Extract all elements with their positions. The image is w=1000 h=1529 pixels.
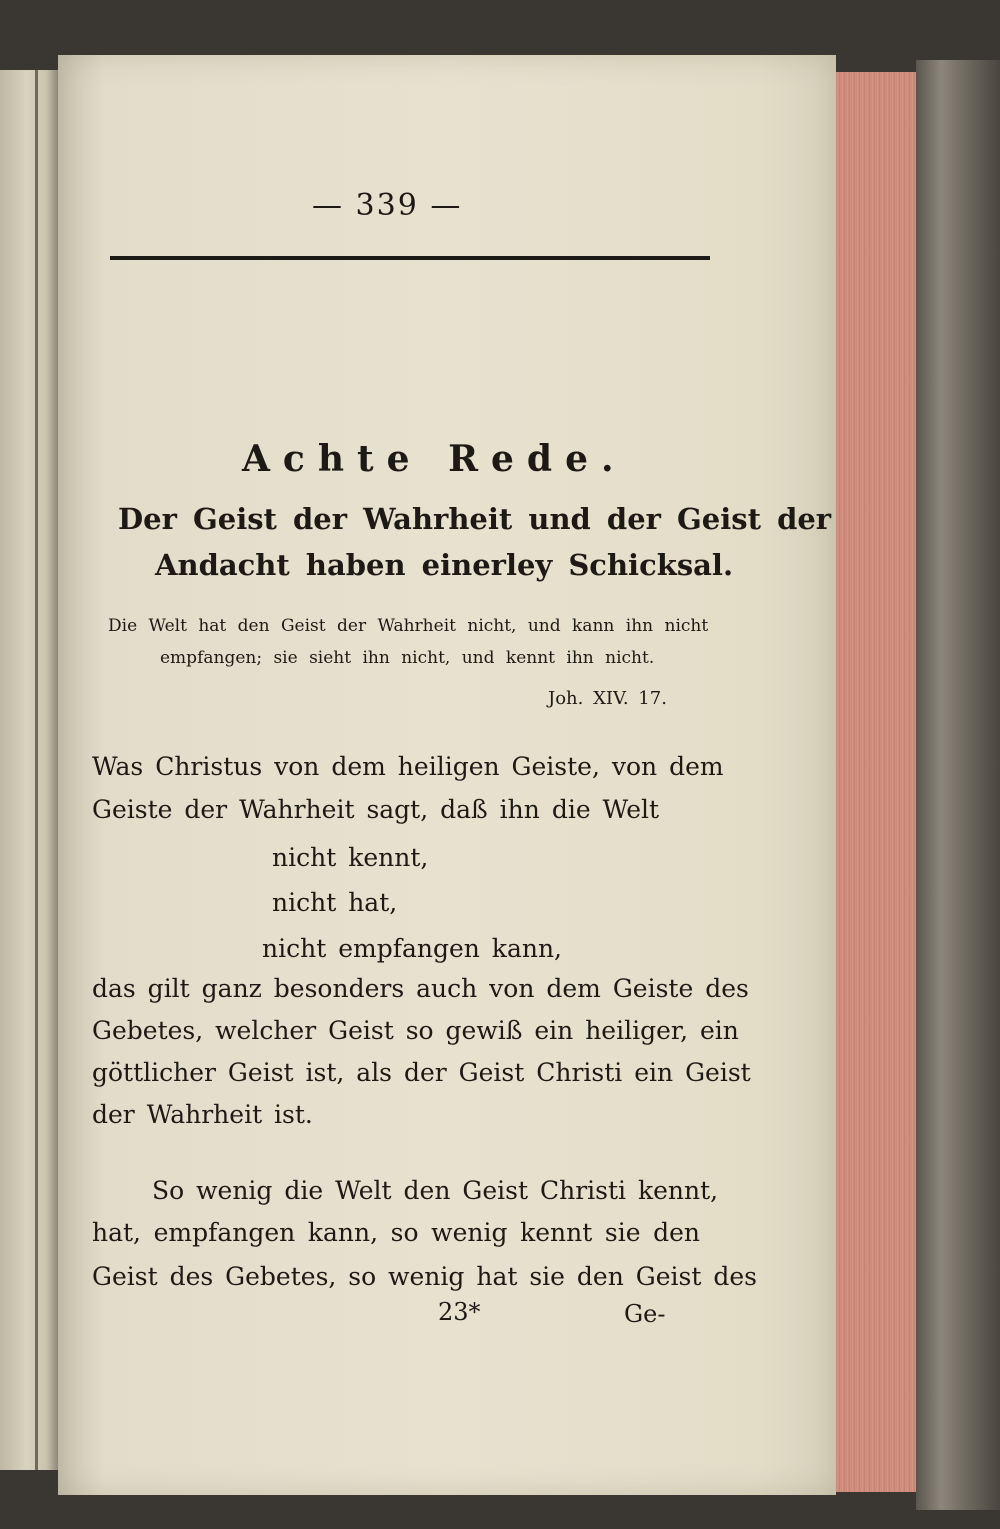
left-page-edge (0, 70, 58, 1470)
body-line-2: Geiste der Wahrheit sagt, daß ihn die Welt (92, 795, 660, 824)
signature-mark: 23* (438, 1298, 481, 1326)
body-line-9: der Wahrheit ist. (92, 1100, 313, 1129)
motto-line-1: Die Welt hat den Geist der Wahrheit nicht, und kann ihn nicht (108, 616, 709, 636)
catchword: Ge- (624, 1300, 666, 1328)
book-cover-edge (916, 60, 1000, 1510)
body-line-3: nicht kennt, (272, 843, 429, 872)
header-rule (110, 256, 710, 260)
chapter-title: Achte Rede. (242, 438, 627, 480)
page-number: — 339 — (312, 188, 463, 223)
gutter-line (35, 70, 38, 1470)
body-line-12: Geist des Gebetes, so wenig hat sie den Geist des (92, 1262, 757, 1291)
chapter-subtitle-line-2: Andacht haben einerley Schicksal. (155, 548, 734, 582)
page-block-edge (836, 72, 916, 1492)
body-line-8: göttlicher Geist ist, als der Geist Christi ein Geist (92, 1058, 751, 1087)
body-line-4: nicht hat, (272, 888, 398, 917)
body-line-1: Was Christus von dem heiligen Geiste, von dem (92, 752, 724, 781)
chapter-subtitle-line-1: Der Geist der Wahrheit und der Geist der (118, 502, 832, 536)
body-line-10: So wenig die Welt den Geist Christi kennt, (152, 1176, 719, 1205)
body-line-7: Gebetes, welcher Geist so gewiß ein heiliger, ein (92, 1016, 739, 1045)
motto-line-2: empfangen; sie sieht ihn nicht, und kennt ihn nicht. (160, 648, 655, 668)
body-line-6: das gilt ganz besonders auch von dem Geiste des (92, 974, 749, 1003)
body-line-11: hat, empfangen kann, so wenig kennt sie den (92, 1218, 700, 1247)
motto-source: Joh. XIV. 17. (548, 688, 667, 709)
body-line-5: nicht empfangen kann, (262, 934, 563, 963)
